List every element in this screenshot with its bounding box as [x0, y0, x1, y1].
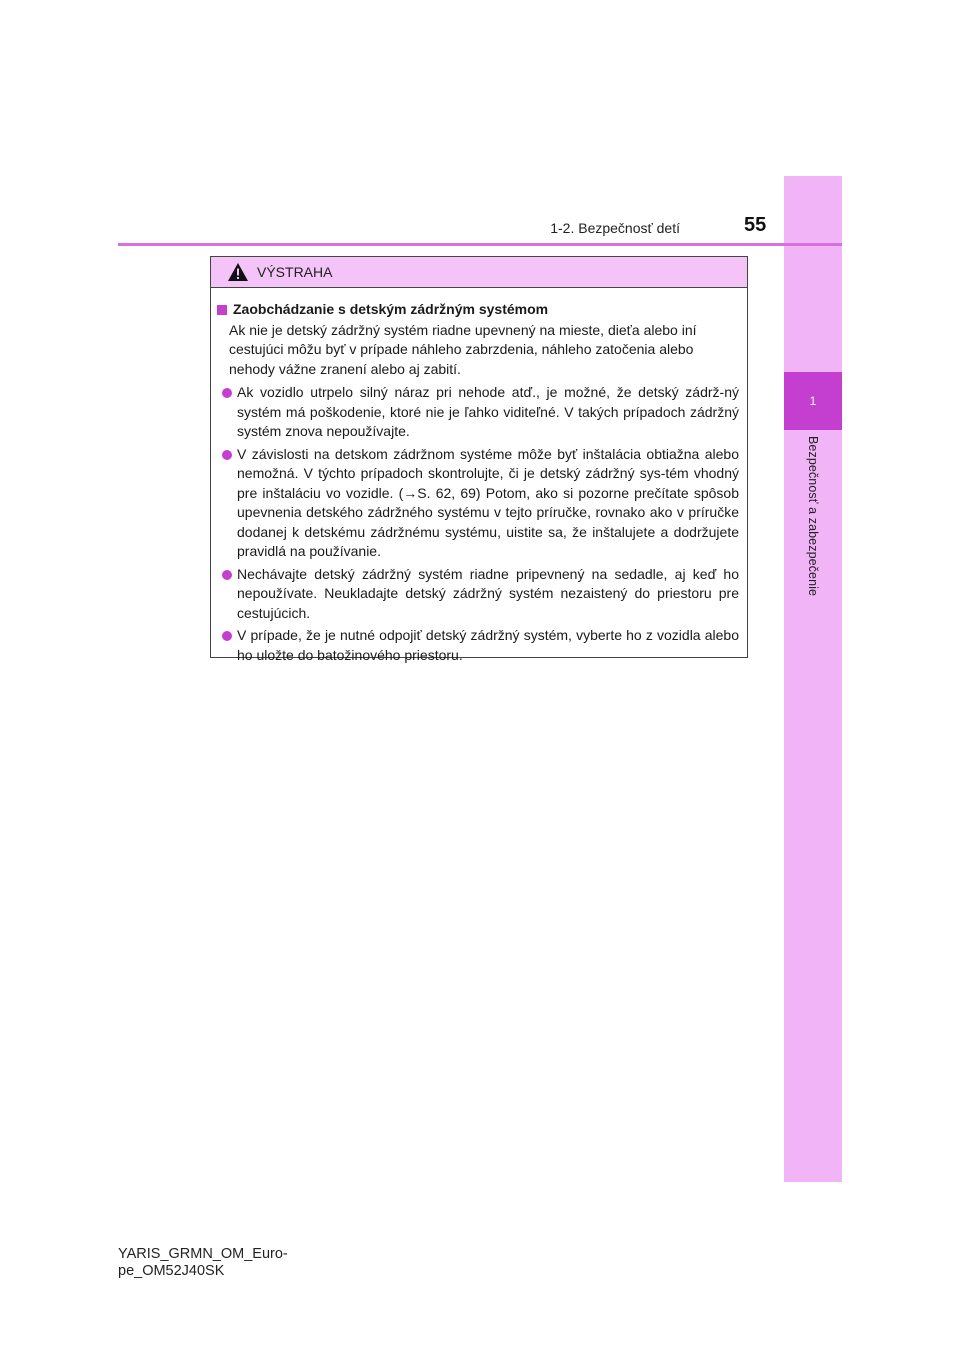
list-item	[217, 383, 741, 442]
footer-line-2: pe_OM52J40SK	[118, 1263, 225, 1279]
side-tab	[784, 176, 842, 1182]
section-heading	[217, 300, 741, 320]
header-rule	[118, 243, 842, 246]
list-item	[217, 565, 741, 624]
circle-bullet-icon	[222, 570, 232, 580]
list-item-text: V prípade, že je nutné odpojiť detský zádržný systém, vyberte ho z vozidla alebo ho uložte do batožinového priestoru.	[237, 627, 739, 663]
warning-box	[210, 256, 748, 663]
warning-header	[211, 257, 747, 288]
page-number: 55	[744, 214, 767, 236]
warning-triangle-icon	[227, 262, 249, 282]
list-item-text: Ak vozidlo utrpelo silný náraz pri nehode atď., je možné, že detský zádrž-ný systém má poškodenie, ktoré nie je ľahko viditeľné. V takých prípadoch zádržný systém znova nepoužívajte.	[237, 384, 739, 439]
chapter-number: 1	[784, 372, 842, 430]
chapter-label-text: Bezpečnosť a zabezpečenie	[806, 436, 820, 597]
chapter-label	[784, 436, 842, 636]
footer-doc-id	[118, 1246, 288, 1280]
list-item-text: V závislosti na detskom zádržnom systéme môže byť inštalácia obtiažna alebo nemožná. V týchto prípadoch skontrolujte, či je detský zádržný sys-tém vhodný pre inštaláciu vo vozidle. (→S. 62, 69) Potom, ako si pozorne prečítate spôsob upevnenia detského zádržného systému v tejto príručke, rovnako ako v príručke dodanej k detskému zádržnému systému, uistite sa, že inštalujete a dodržujete pravidlá na používanie.	[237, 445, 739, 559]
list-item-text: Nechávajte detský zádržný systém riadne pripevnený na sedadle, aj keď ho nepoužívate. Neukladajte detský zádržný systém nezaistený do priestoru pre cestujúcich.	[237, 565, 739, 621]
section-title: 1-2. Bezpečnosť detí	[550, 220, 680, 236]
circle-bullet-icon	[222, 450, 232, 460]
section-heading-text: Zaobchádzanie s detským zádržným systémom	[233, 301, 549, 317]
warning-title: VÝSTRAHA	[257, 264, 333, 280]
circle-bullet-icon	[222, 388, 232, 398]
square-bullet-icon	[217, 305, 227, 315]
warning-body	[211, 288, 747, 665]
list-item	[217, 445, 741, 562]
footer-line-1: YARIS_GRMN_OM_Euro-	[118, 1246, 288, 1262]
circle-bullet-icon	[222, 631, 232, 641]
intro-paragraph: Ak nie je detský zádržný systém riadne upevnený na mieste, dieťa alebo iní cestujúci môžu byť v prípade náhleho zabrzdenia, náhleho zatočenia alebo nehody vážne zranení alebo aj zabití.	[229, 321, 697, 377]
list-item	[217, 626, 741, 665]
